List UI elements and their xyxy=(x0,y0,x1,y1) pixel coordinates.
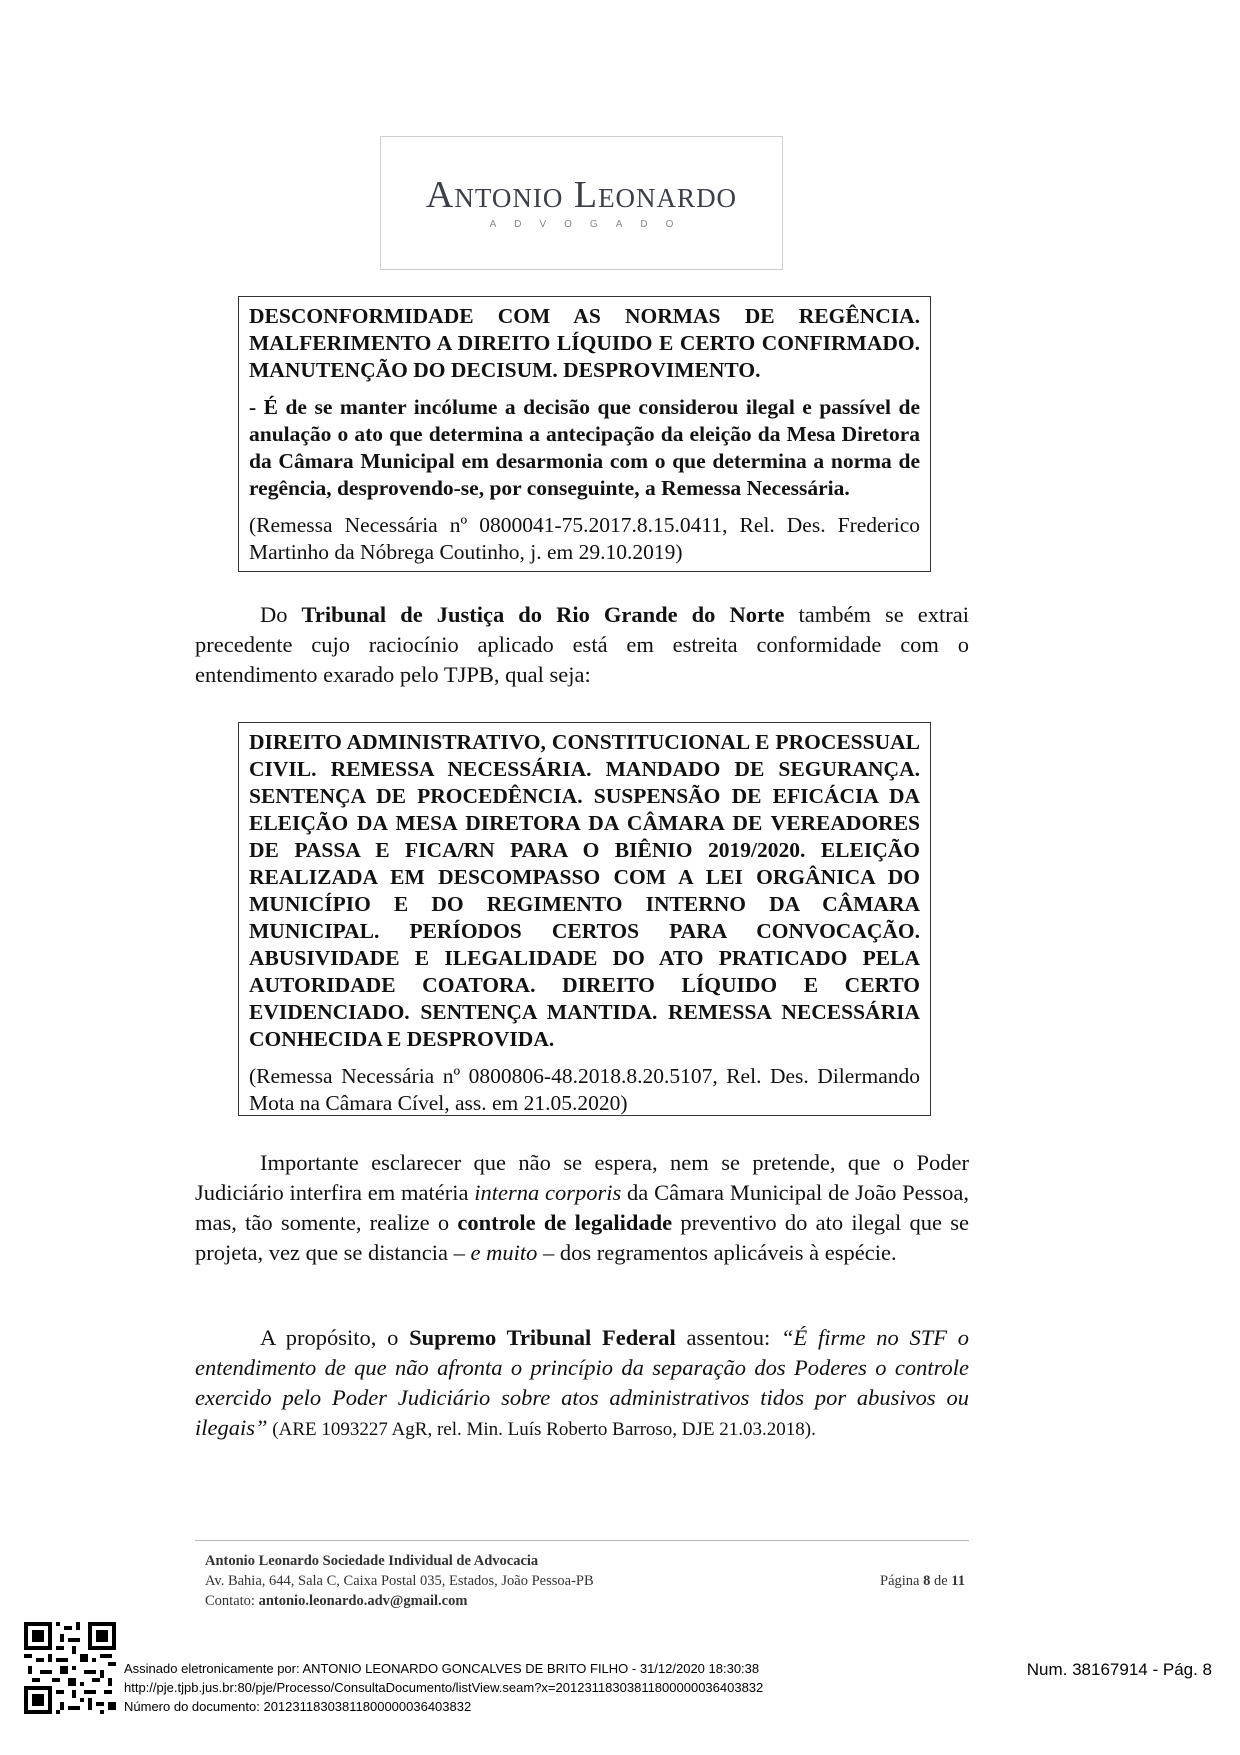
logo-name: Antonio Leonardo xyxy=(425,174,738,216)
paragraph-2 xyxy=(195,1148,969,1268)
footer-contact-email: antonio.leonardo.adv@gmail.com xyxy=(258,1593,468,1609)
signature-document-number: Número do documento: 20123118303811800000036403832 xyxy=(124,1699,472,1714)
quote-box-2 xyxy=(238,722,931,1116)
paragraph-2-italic-a: interna corporis xyxy=(474,1180,622,1205)
electronic-signature xyxy=(124,1659,763,1716)
paragraph-1-bold: Tribunal de Justiça do Rio Grande do Norte xyxy=(301,602,785,627)
paragraph-3-italic-quote: “É firme no STF o entendimento de que não afronta o princípio da separação dos Poderes o controle exercido pelo Poder Judiciário sobre atos administrativos tidos por abusivos ou ilegais” xyxy=(195,1325,969,1440)
paragraph-1-text-b: também se extrai precedente cujo raciocínio aplicado está em estreita conformidade com o entendimento exarado pelo TJPB, qual seja: xyxy=(195,602,969,687)
footer-page-label: Página xyxy=(880,1573,924,1589)
footer-contact xyxy=(205,1591,965,1611)
signature-signer: Assinado eletronicamente por: ANTONIO LEONARDO GONCALVES DE BRITO FILHO - 31/12/2020 18:30:38 xyxy=(124,1661,760,1676)
quote-1-reference: (Remessa Necessária nº 0800041-75.2017.8.15.0411, Rel. Des. Frederico Martinho da Nóbrega Coutinho, j. em 29.10.2019) xyxy=(249,513,920,564)
paragraph-3-text-a: A propósito, o xyxy=(260,1325,410,1350)
document-id-page: Num. 38167914 - Pág. 8 xyxy=(1026,1660,1212,1679)
footer xyxy=(205,1551,965,1611)
paragraph-2-text-b: da Câmara Municipal de João Pessoa, mas, tão somente, realize o xyxy=(195,1180,969,1235)
quote-1-ementa: - É de se manter incólume a decisão que considerou ilegal e passível de anulação o ato que determina a antecipação da eleição da Mesa Diretora da Câmara Municipal em desarmonia com o que determina a norma de regência, desprovendo-se, por conseguinte, a Remessa Necessária. xyxy=(249,395,920,500)
paragraph-3-citation: (ARE 1093227 AgR, rel. Min. Luís Roberto Barroso, DJE 21.03.2018). xyxy=(267,1419,816,1440)
footer-page-current: 8 xyxy=(923,1573,931,1589)
footer-firm-name: Antonio Leonardo Sociedade Individual de Advocacia xyxy=(205,1553,539,1569)
quote-box-1 xyxy=(238,296,931,572)
footer-address: Av. Bahia, 644, Sala C, Caixa Postal 035, Estados, João Pessoa-PB xyxy=(205,1573,594,1589)
paragraph-2-text-a: Importante esclarecer que não se espera, nem se pretende, que o Poder Judiciário interfira em matéria xyxy=(195,1150,969,1205)
footer-page-of: de xyxy=(930,1573,952,1589)
quote-2-reference: (Remessa Necessária nº 0800806-48.2018.8.20.5107, Rel. Des. Dilermando Mota na Câmara Cível, ass. em 21.05.2020) xyxy=(249,1064,920,1115)
quote-1-head: DESCONFORMIDADE COM AS NORMAS DE REGÊNCIA. MALFERIMENTO A DIREITO LÍQUIDO E CERTO CONFIRMADO. MANUTENÇÃO DO DECISUM. DESPROVIMENTO. xyxy=(249,304,920,382)
paragraph-2-text-c: preventivo do ato ilegal que se projeta, vez que se distancia – xyxy=(195,1210,969,1265)
paragraph-3-text-b: assentou: xyxy=(675,1325,781,1350)
paragraph-3-bold: Supremo Tribunal Federal xyxy=(409,1325,676,1350)
footer-contact-label: Contato: xyxy=(205,1593,259,1609)
paragraph-2-bold: controle de legalidade xyxy=(457,1210,673,1235)
footer-page-total: 11 xyxy=(951,1573,965,1589)
paragraph-1-text-a: Do xyxy=(260,602,302,627)
footer-page-number xyxy=(880,1571,965,1591)
logo-subtitle: ADVOGADO xyxy=(489,219,692,230)
paragraph-2-text-d: – dos regramentos aplicáveis à espécie. xyxy=(537,1240,897,1265)
paragraph-3 xyxy=(195,1323,969,1445)
paragraph-1 xyxy=(195,600,969,690)
signature-url[interactable]: http://pje.tjpb.jus.br:80/pje/Processo/ConsultaDocumento/listView.seam?x=20123118303811800000036403832 xyxy=(124,1680,764,1695)
footer-divider xyxy=(195,1540,969,1541)
letterhead-logo xyxy=(380,136,783,270)
paragraph-2-italic-b: e muito xyxy=(470,1240,538,1265)
quote-2-head: DIREITO ADMINISTRATIVO, CONSTITUCIONAL E PROCESSUAL CIVIL. REMESSA NECESSÁRIA. MANDADO DE SEGURANÇA. SENTENÇA DE PROCEDÊNCIA. SUSPENSÃO DE EFICÁCIA DA ELEIÇÃO DA MESA DIRETORA DA CÂMARA DE VEREADORES DE PASSA E FICA/RN PARA O BIÊNIO 2019/2020. ELEIÇÃO REALIZADA EM DESCOMPASSO COM A LEI ORGÂNICA DO MUNICÍPIO E DO REGIMENTO INTERNO DA CÂMARA MUNICIPAL. PERÍODOS CERTOS PARA CONVOCAÇÃO. ABUSIVIDADE E ILEGALIDADE DO ATO PRATICADO PELA AUTORIDADE COATORA. DIREITO LÍQUIDO E CERTO EVIDENCIADO. SENTENÇA MANTIDA. REMESSA NECESSÁRIA CONHECIDA E DESPROVIDA. xyxy=(249,730,920,1051)
qr-code-icon xyxy=(24,1622,116,1714)
